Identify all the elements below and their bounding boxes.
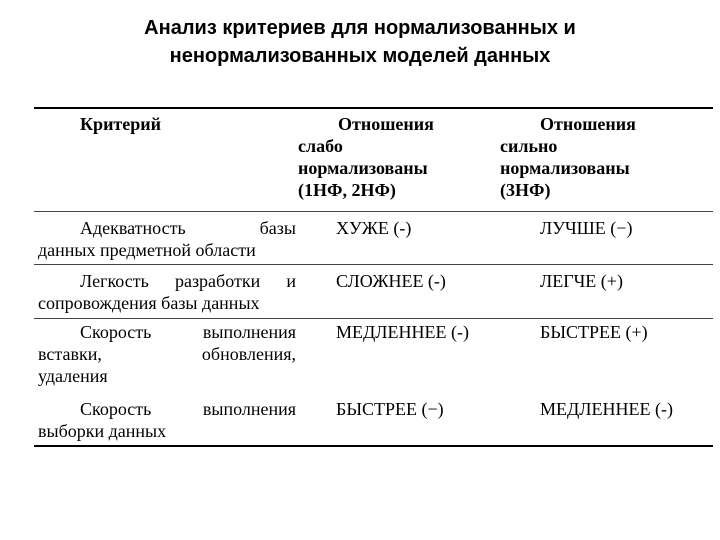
- row-strong-insert-speed: БЫСТРЕЕ (+): [540, 322, 648, 342]
- row-divider: [34, 318, 713, 319]
- row-criterion-insert-speed: Скорость выполнения вставки, обновления, удаления: [38, 322, 296, 386]
- row-criterion-adequacy: Адекватность базы данных предметной области: [38, 218, 296, 260]
- row-divider: [34, 264, 713, 265]
- row-strong-ease: ЛЕГЧЕ (+): [540, 271, 623, 291]
- header-criterion: Критерий: [80, 114, 162, 134]
- header-divider: [34, 211, 713, 212]
- row-weak-select-speed: БЫСТРЕЕ (−): [336, 399, 444, 419]
- row-strong-select-speed: МЕДЛЕННЕЕ (-): [540, 399, 673, 419]
- row-weak-adequacy: ХУЖЕ (-): [336, 218, 412, 238]
- title-line-1: Анализ критериев для нормализованных и: [144, 17, 576, 39]
- row-criterion-select-speed: Скорость выполнения выборки данных: [38, 399, 296, 441]
- row-weak-insert-speed: МЕДЛЕННЕЕ (-): [336, 322, 469, 342]
- row-weak-ease: СЛОЖНЕЕ (-): [336, 271, 446, 291]
- slide-title: [0, 14, 720, 70]
- row-strong-adequacy: ЛУЧШЕ (−): [540, 218, 633, 238]
- title-line-2: ненормализованных моделей данных: [169, 45, 551, 67]
- header-strong-normalized: Отношения сильно нормализованы (3НФ): [500, 114, 636, 200]
- table-bottom-border: [34, 445, 713, 447]
- table-top-border: [34, 107, 713, 109]
- row-criterion-ease: Легкость разработки и сопровождения базы данных: [38, 271, 296, 313]
- criteria-table: [34, 107, 713, 447]
- header-weak-normalized: Отношения слабо нормализованы (1НФ, 2НФ): [298, 114, 434, 200]
